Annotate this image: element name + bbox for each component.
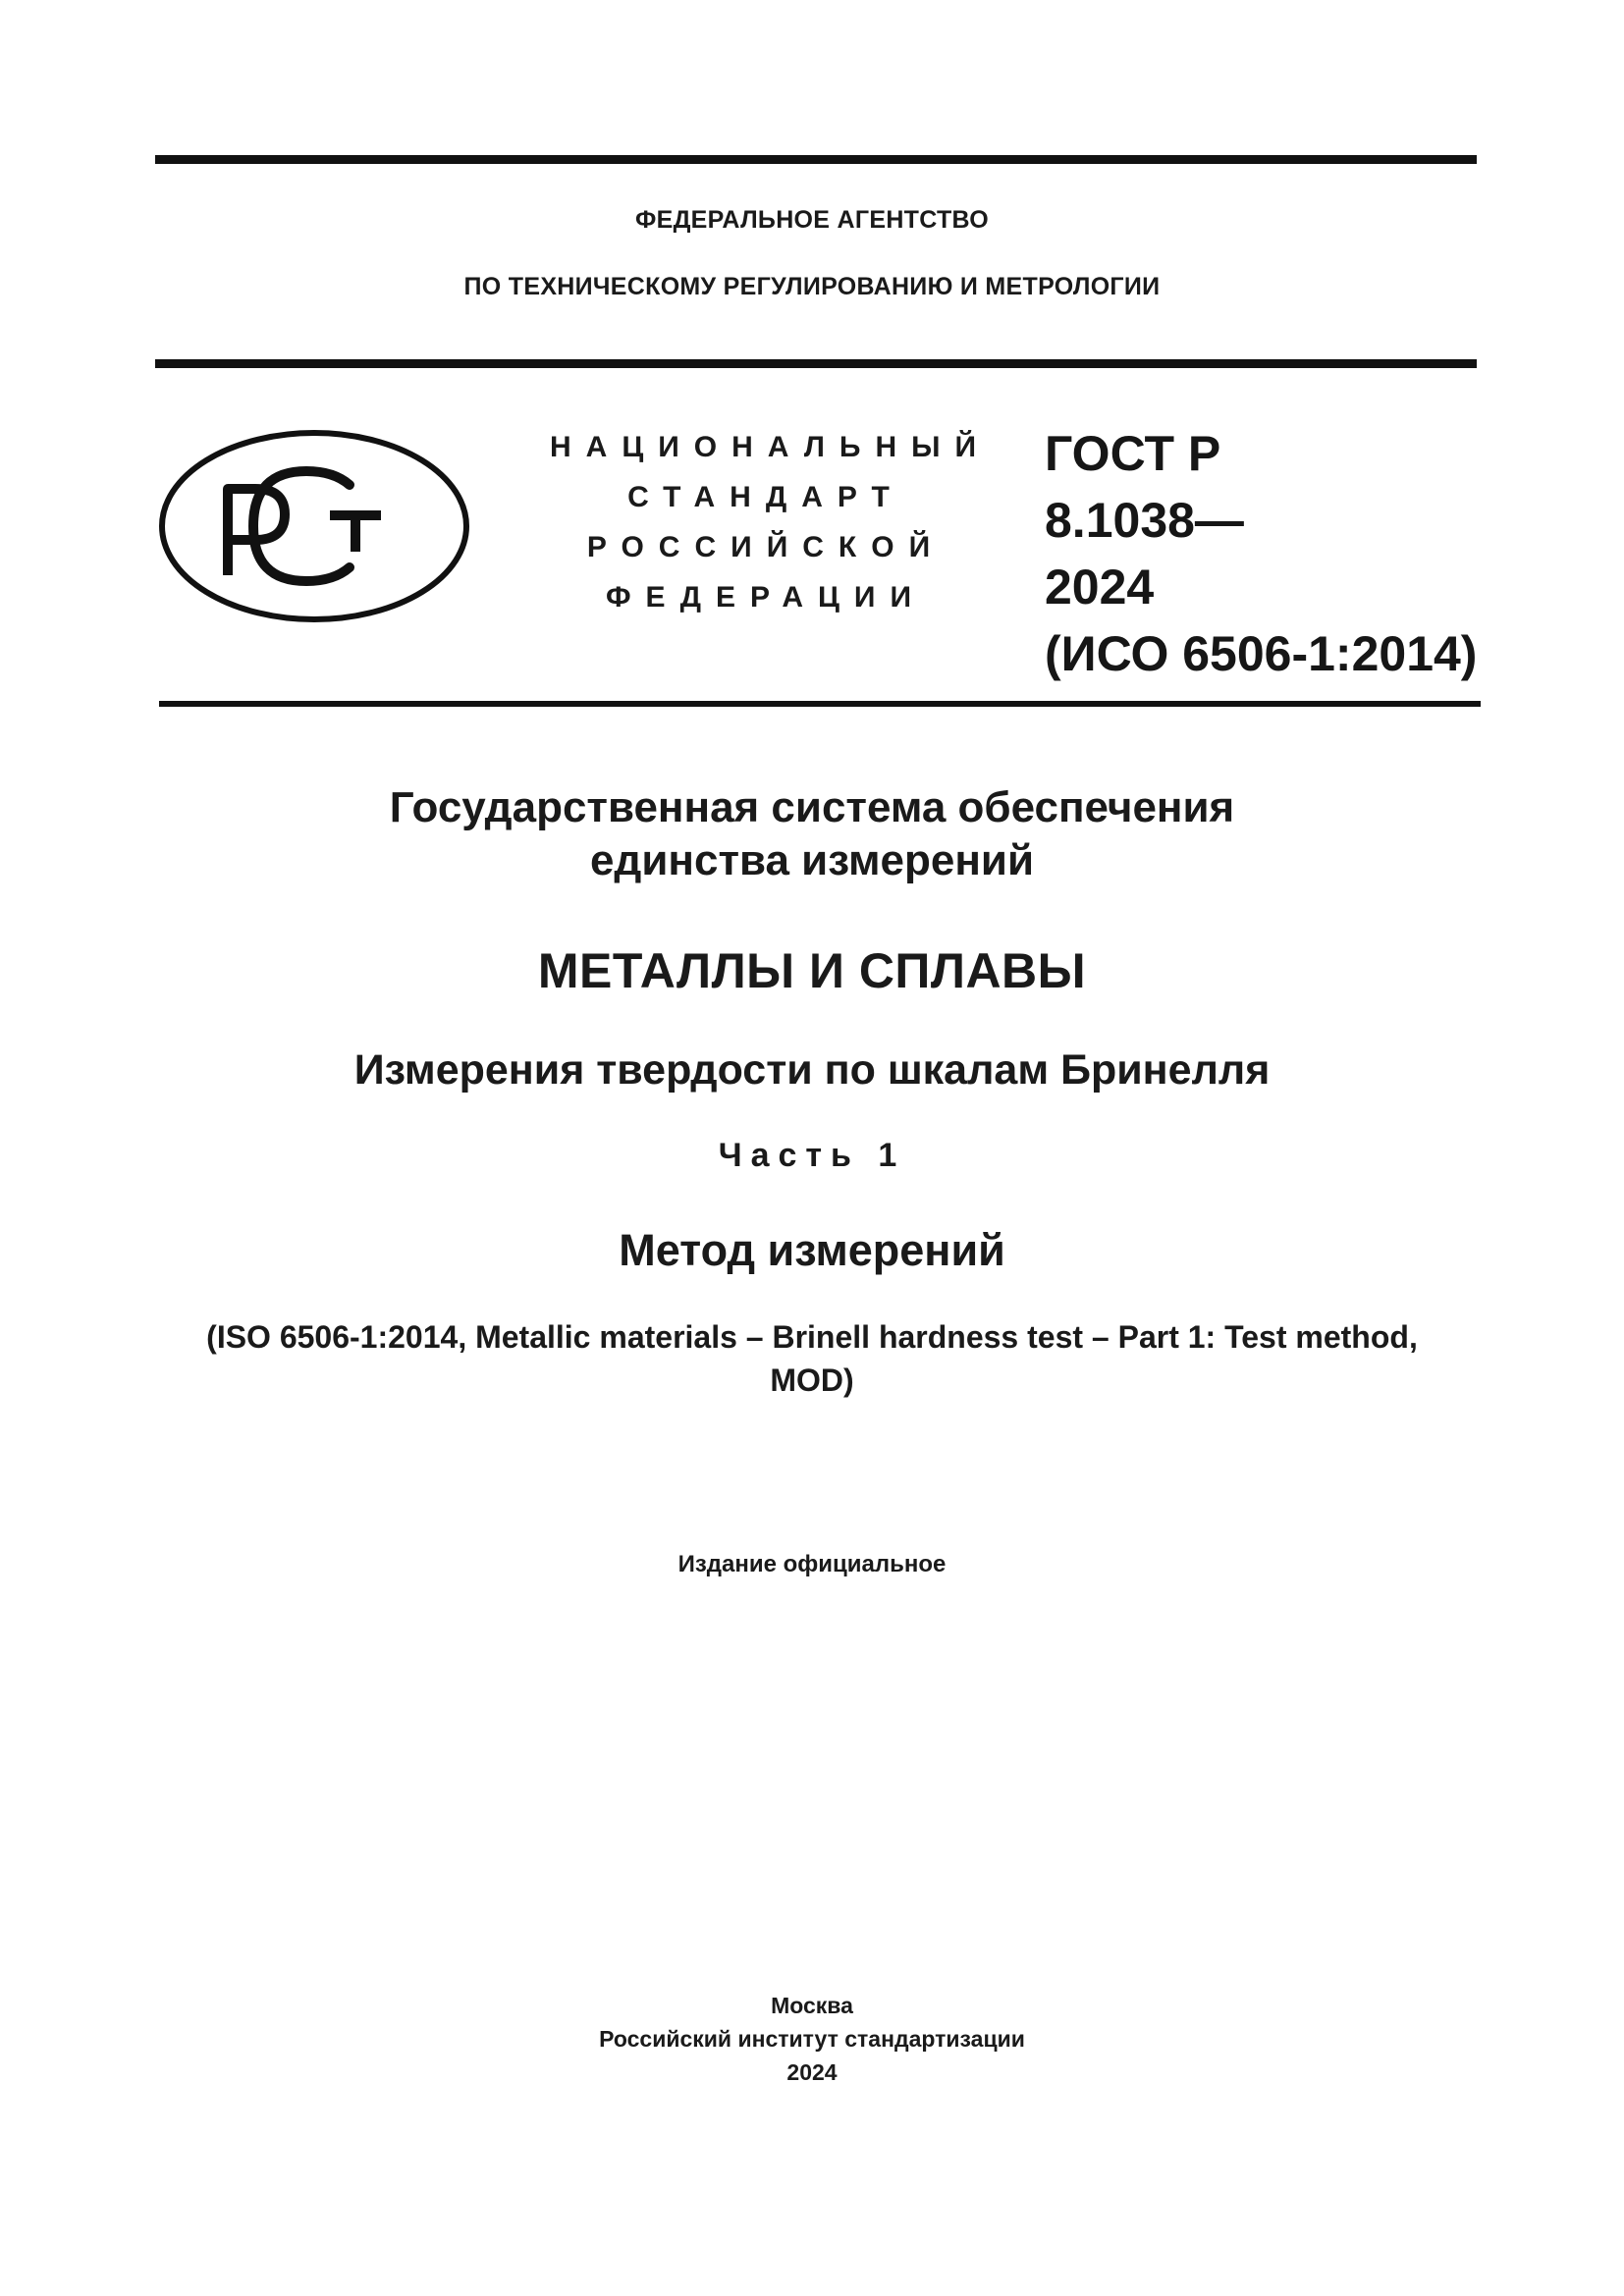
system-title — [0, 781, 1624, 887]
method-title: Метод измерений — [619, 1225, 1005, 1275]
imprint-year: 2024 — [786, 2059, 838, 2085]
designation-line: 8.1038— — [1045, 493, 1244, 548]
national-standard-line: ФЕДЕРАЦИИ — [605, 581, 927, 614]
designation-line: 2024 — [1045, 560, 1155, 614]
designation-line: (ИСО 6506-1:2014) — [1045, 626, 1478, 681]
agency-name-line2: ПО ТЕХНИЧЕСКОМУ РЕГУЛИРОВАНИЮ И МЕТРОЛОГИИ — [463, 273, 1161, 300]
agency-name-line1: ФЕДЕРАЛЬНОЕ АГЕНТСТВО — [634, 206, 990, 234]
iso-reference — [0, 1315, 1624, 1402]
system-title-line1: Государственная система обеспечения — [389, 783, 1235, 831]
part-number: Часть 1 — [718, 1137, 906, 1174]
national-standard-label — [550, 422, 992, 622]
middle-divider — [155, 359, 1477, 368]
iso-reference-line1: (ISO 6506-1:2014, Metallic materials – Brinell hardness test – Part 1: Test method, — [206, 1319, 1418, 1355]
system-title-line2: единства измерений — [589, 836, 1035, 884]
rst-certification-mark-icon — [157, 428, 471, 624]
bottom-divider — [159, 701, 1481, 707]
document-main-title: МЕТАЛЛЫ И СПЛАВЫ — [537, 943, 1087, 998]
national-standard-line: РОССИЙСКОЙ — [586, 531, 946, 563]
document-subtitle: Измерения твердости по шкалам Бринелля — [353, 1046, 1271, 1094]
imprint-publisher: Российский институт стандартизации — [599, 2026, 1025, 2052]
imprint-city: Москва — [771, 1993, 853, 2018]
edition-label: Издание официальное — [677, 1551, 947, 1577]
imprint — [0, 1989, 1624, 2089]
national-standard-line: НАЦИОНАЛЬНЫЙ — [550, 431, 992, 463]
designation-line: ГОСТ Р — [1045, 426, 1221, 481]
national-standard-line: СТАНДАРТ — [627, 481, 904, 513]
iso-reference-line2: MOD) — [770, 1362, 854, 1398]
standard-designation — [1045, 420, 1477, 687]
top-divider — [155, 155, 1477, 164]
